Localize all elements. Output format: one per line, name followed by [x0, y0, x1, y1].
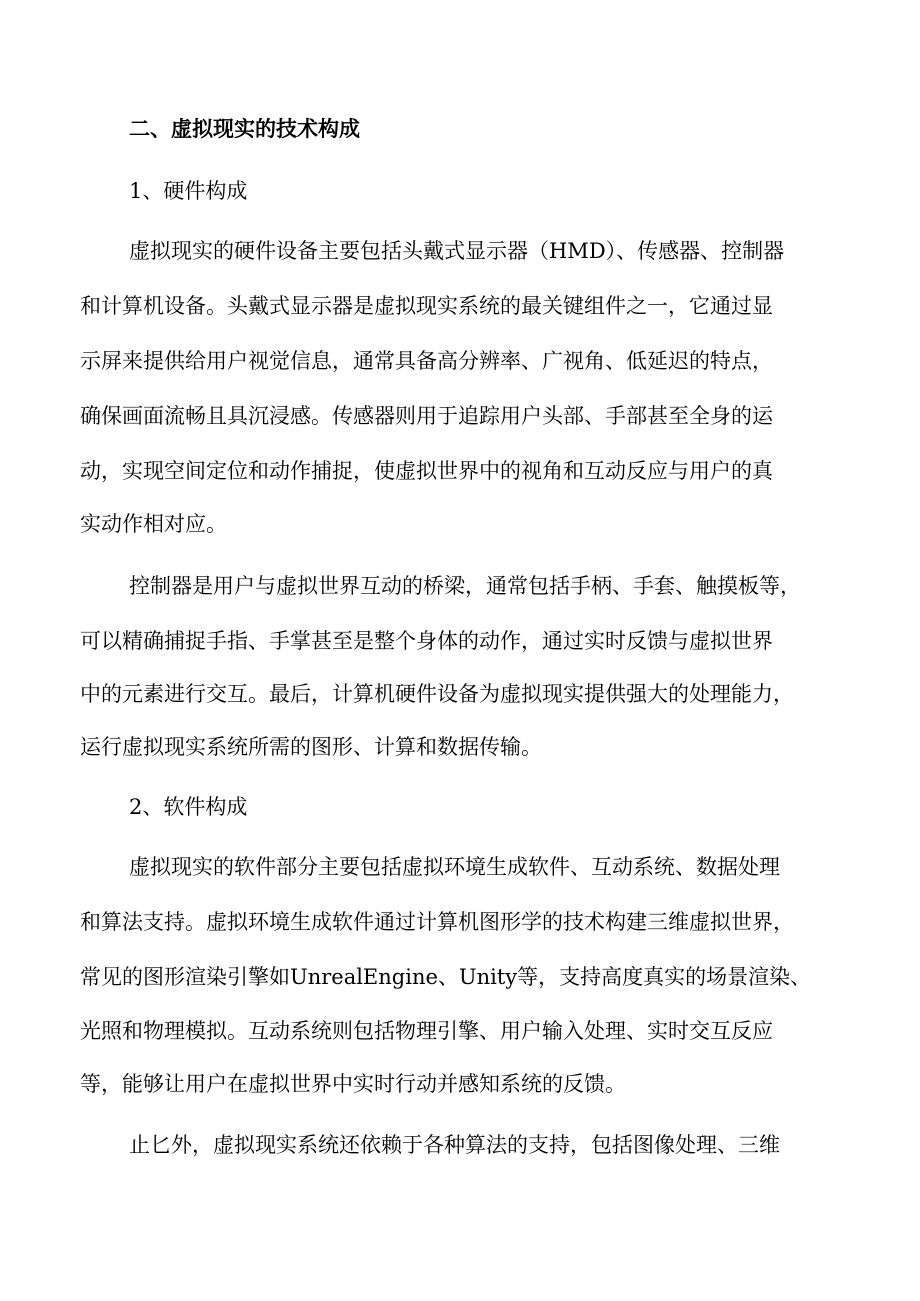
text-line: 常见的图形渲染引擎如UnrealEngine、Unity等，支持高度真实的场景渲染、	[80, 965, 812, 989]
subsection-title-hardware: 1、硬件构成	[129, 179, 248, 203]
text-line: 控制器是用户与虚拟世界互动的桥梁，通常包括手柄、手套、触摸板等，	[129, 574, 801, 598]
text-line: 动，实现空间定位和动作捕捉，使虚拟世界中的视角和互动反应与用户的真	[80, 459, 773, 483]
text-line: 虚拟现实的软件部分主要包括虚拟环境生成软件、互动系统、数据处理	[129, 855, 780, 879]
text-line: 中的元素进行交互。最后，计算机硬件设备为虚拟现实提供强大的处理能力，	[80, 682, 794, 706]
text-line: 和算法支持。虚拟环境生成软件通过计算机图形学的技术构建三维虚拟世界，	[80, 910, 794, 934]
text-line: 和计算机设备。头戴式显示器是虚拟现实系统的最关键组件之一，它通过显	[80, 294, 773, 318]
subsection-title-software: 2、软件构成	[129, 795, 248, 819]
text-line: 确保画面流畅且具沉浸感。传感器则用于追踪用户头部、手部甚至全身的运	[80, 404, 773, 428]
section-title: 二、虚拟现实的技术构成	[129, 117, 360, 141]
text-line: 运行虚拟现实系统所需的图形、计算和数据传输。	[80, 735, 542, 759]
text-line: 实动作相对应。	[80, 512, 227, 536]
text-line: 示屏来提供给用户视觉信息，通常具备高分辨率、广视角、低延迟的特点，	[80, 349, 773, 373]
text-line: 止匕外，虚拟现实系统还依赖于各种算法的支持，包括图像处理、三维	[129, 1133, 780, 1157]
text-line: 可以精确捕捉手指、手掌甚至是整个身体的动作，通过实时反馈与虚拟世界	[80, 629, 773, 653]
text-line: 等，能够让用户在虚拟世界中实时行动并感知系统的反馈。	[80, 1072, 626, 1096]
text-line: 光照和物理模拟。互动系统则包括物理引擎、用户输入处理、实时交互反应	[80, 1019, 773, 1043]
text-line: 虚拟现实的硬件设备主要包括头戴式显示器（HMD）、传感器、控制器	[129, 239, 785, 263]
